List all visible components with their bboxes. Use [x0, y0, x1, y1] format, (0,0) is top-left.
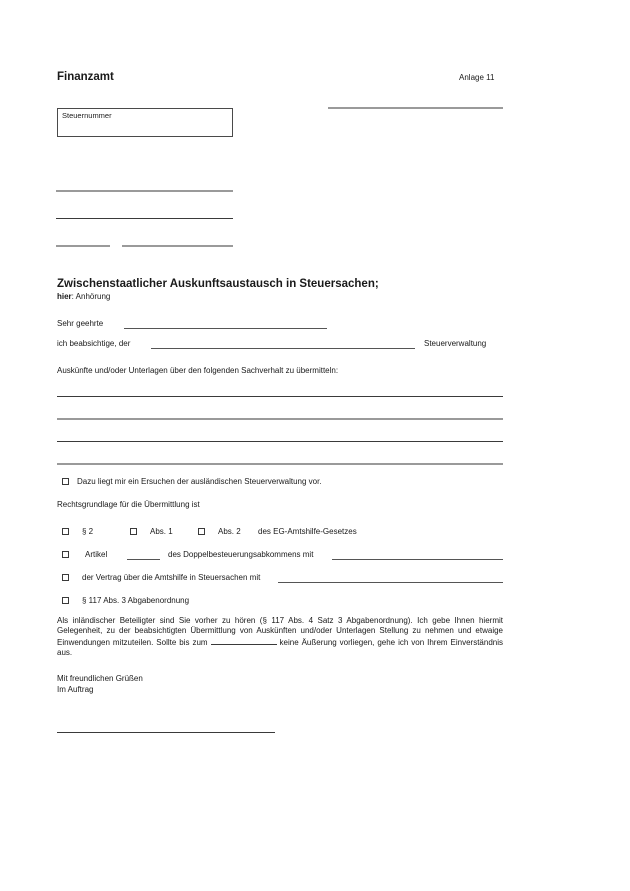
subject-title: Zwischenstaatlicher Auskunftsaustausch in Steuersachen; — [57, 278, 379, 290]
salutation-label: Sehr geehrte — [57, 319, 104, 328]
facts-fill-line-4[interactable] — [57, 463, 503, 465]
address-fill-line-3a[interactable] — [56, 245, 110, 247]
hier-value: : Anhörung — [71, 292, 111, 301]
signature-line[interactable] — [57, 732, 275, 733]
hier-label: hier — [57, 292, 72, 301]
artikel-checkbox[interactable] — [62, 551, 69, 558]
vertrag-label: der Vertrag über die Amtshilfe in Steuersachen mit — [82, 573, 261, 582]
agency-title: Finanzamt — [57, 71, 114, 83]
facts-fill-line-3[interactable] — [57, 441, 503, 442]
ao117-checkbox[interactable] — [62, 597, 69, 604]
reference-fill-line[interactable] — [328, 107, 503, 109]
dba-country-fill-line[interactable] — [332, 559, 503, 560]
vertrag-country-fill-line[interactable] — [278, 582, 503, 583]
closing-greeting: Mit freundlichen Grüßen — [57, 674, 143, 683]
eg-amtshilfe-label: des EG-Amtshilfe-Gesetzes — [258, 527, 357, 536]
hearing-paragraph-part1: Als inländischer Beteiligter sind Sie vorher zu hören (§ 117 Abs. 4 Satz 3 Abgabenordnung). Ich gebe Ihnen hiermit Gelegenheit, zu der beabsichtigten Übermittlung von Auskünften und/oder Unterlagen Stellung zu nehmen und etwaige Einwendungen mitzuteilen. Sollte bis zum — [57, 616, 503, 647]
tax-number-label: Steuernummer — [62, 111, 112, 120]
address-fill-line-2[interactable] — [56, 218, 233, 219]
request-checkbox-label: Dazu liegt mir ein Ersuchen der ausländischen Steuerverwaltung vor. — [77, 477, 322, 486]
para2-checkbox[interactable] — [62, 528, 69, 535]
para2-label: § 2 — [82, 527, 94, 536]
abs1-checkbox[interactable] — [130, 528, 137, 535]
intent-prefix: ich beabsichtige, der — [57, 339, 131, 348]
request-checkbox[interactable] — [62, 478, 69, 485]
vertrag-checkbox[interactable] — [62, 574, 69, 581]
address-fill-line-1[interactable] — [56, 190, 233, 192]
hearing-paragraph — [57, 616, 503, 658]
abs2-label: Abs. 2 — [218, 527, 241, 536]
annex-label: Anlage 11 — [459, 73, 495, 82]
tax-number-box[interactable] — [57, 108, 233, 137]
facts-fill-line-2[interactable] — [57, 418, 503, 420]
ao117-label: § 117 Abs. 3 Abgabenordnung — [82, 596, 190, 605]
closing-im-auftrag: Im Auftrag — [57, 685, 94, 694]
abs2-checkbox[interactable] — [198, 528, 205, 535]
intent-fill-line[interactable] — [151, 348, 415, 349]
salutation-fill-line[interactable] — [124, 328, 327, 329]
artikel-number-fill-line[interactable] — [127, 559, 160, 560]
facts-fill-line-1[interactable] — [57, 396, 503, 397]
artikel-label: Artikel — [85, 550, 108, 559]
facts-intro: Auskünfte und/oder Unterlagen über den folgenden Sachverhalt zu übermitteln: — [57, 366, 339, 375]
subject-subline — [57, 292, 110, 302]
dba-label: des Doppelbesteuerungsabkommens mit — [168, 550, 314, 559]
address-fill-line-3b[interactable] — [122, 245, 233, 247]
intent-suffix: Steuerverwaltung — [424, 339, 487, 348]
legal-basis-intro: Rechtsgrundlage für die Übermittlung ist — [57, 500, 200, 509]
deadline-fill-line[interactable] — [211, 637, 277, 645]
hearing-paragraph-part2: keine Äußerung vorliegen, gehe ich von Ihrem Einverständnis aus. — [57, 637, 503, 657]
abs1-label: Abs. 1 — [150, 527, 173, 536]
